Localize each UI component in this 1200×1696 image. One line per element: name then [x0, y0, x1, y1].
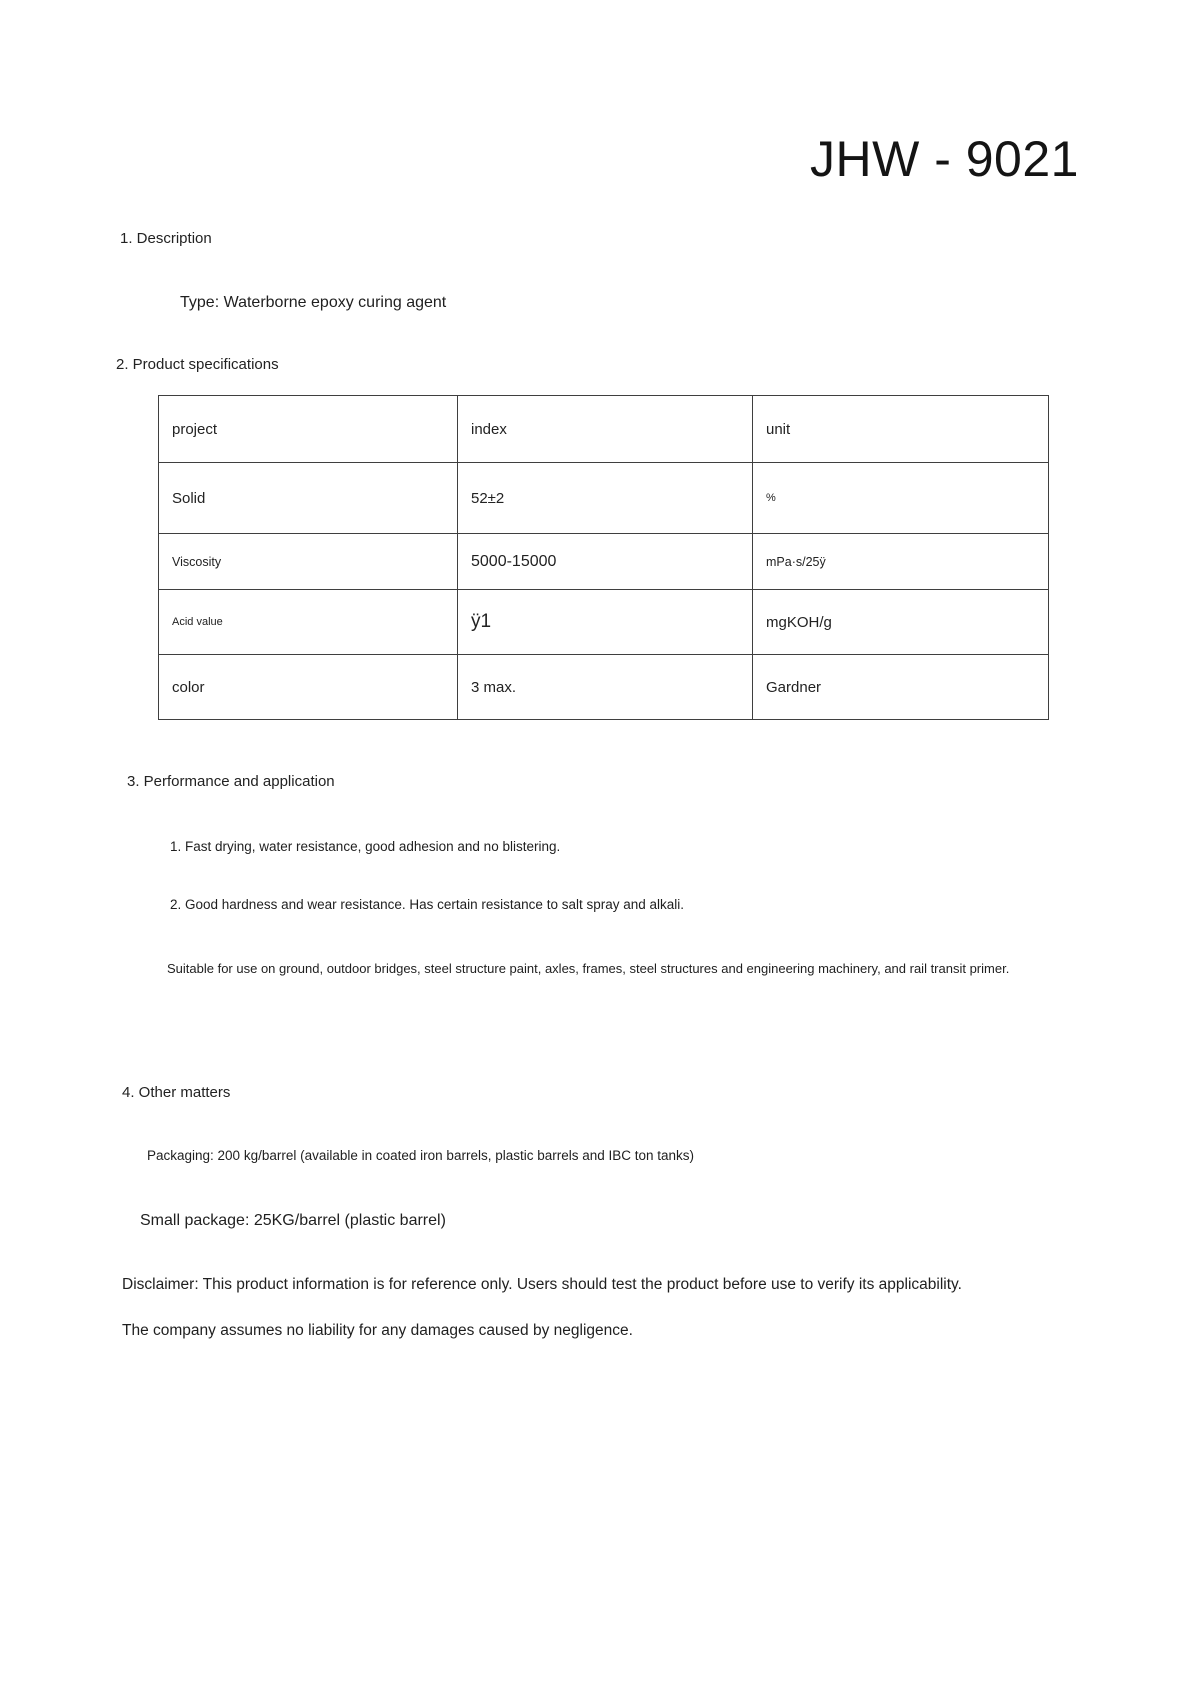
col-header-unit: unit [753, 396, 1049, 463]
cell-index: 5000-15000 [458, 534, 753, 590]
cell-unit: mgKOH/g [753, 590, 1049, 655]
packaging-line: Packaging: 200 kg/barrel (available in coated iron barrels, plastic barrels and IBC ton tanks) [147, 1148, 695, 1163]
disclaimer-line-1: Disclaimer: This product information is for reference only. Users should test the product before use to verify its applicability. [122, 1276, 962, 1293]
type-line: Type: Waterborne epoxy curing agent [180, 294, 447, 311]
cell-project: Acid value [159, 590, 458, 655]
cell-project: Viscosity [159, 534, 458, 590]
table-row-solid [159, 463, 1049, 534]
suitable-use-line: Suitable for use on ground, outdoor bridges, steel structure paint, axles, frames, steel structures and engineering machinery, and rail transit primer. [167, 961, 1010, 976]
cell-unit: % [753, 463, 1049, 534]
small-package-line: Small package: 25KG/barrel (plastic barrel) [140, 1212, 446, 1229]
section-performance-heading: 3. Performance and application [127, 773, 335, 790]
disclaimer-line-2: The company assumes no liability for any damages caused by negligence. [122, 1322, 633, 1339]
performance-item-2: 2. Good hardness and wear resistance. Has certain resistance to salt spray and alkali. [170, 897, 685, 912]
cell-index: ÿ1 [458, 590, 753, 655]
cell-index: 52±2 [458, 463, 753, 534]
table-row-color [159, 655, 1049, 720]
table-row-viscosity [159, 534, 1049, 590]
table-row-acid-value [159, 590, 1049, 655]
page-title: JHW - 9021 [810, 131, 1079, 187]
cell-unit: mPa·s/25ÿ [753, 534, 1049, 590]
section-description-heading: 1. Description [120, 230, 212, 247]
col-header-index: index [458, 396, 753, 463]
spec-table [158, 395, 1049, 720]
cell-unit: Gardner [753, 655, 1049, 720]
cell-project: color [159, 655, 458, 720]
section-specifications-heading: 2. Product specifications [116, 356, 279, 373]
performance-item-1: 1. Fast drying, water resistance, good adhesion and no blistering. [170, 839, 561, 854]
cell-index: 3 max. [458, 655, 753, 720]
spec-table-header-row [159, 396, 1049, 463]
section-other-matters-heading: 4. Other matters [122, 1084, 231, 1101]
cell-project: Solid [159, 463, 458, 534]
col-header-project: project [159, 396, 458, 463]
